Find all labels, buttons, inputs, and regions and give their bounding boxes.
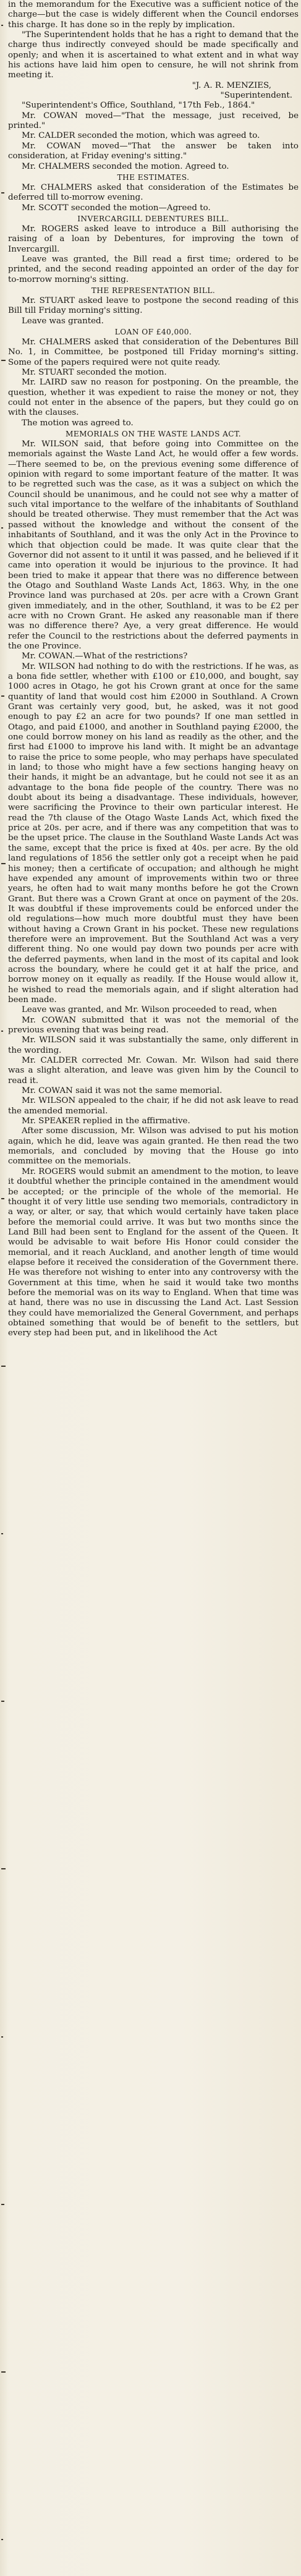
paragraph: Mr. WILSON had nothing to do with the restrictions. If he was, as a bona fide settler, whether with £100 or £10,000, and bought, say 1000 acres in Otago, he got his Crown grant at once for the same quantity of land that would cost him £2000 in Southland. A Crown Grant was certainly very good, but, he asked, was it not good enough to pay £2 an acre for two pounds? If one man settled in Otago, and paid £1000, and another in Southland paying £2000, the one could borrow money on his land as readily as the other, and the first had £1000 to improve his land with. It might be an advantage to raise the price to some people, who may perhaps have speculated in land; to those who might have a few sections hanging heavy on their hands, it might be an advantage, but he could not see it as an advantage to the bona fide people of the country. There was no doubt about its being a disadvantage. These individuals, however, were sacrificing the Province to their own particular interest. He read the 7th clause of the Otago Waste Lands Act, which fixed the price at 20s. per acre, and if there was any competition that was to be the upset price. The clause in the Southland Waste Lands Act was the same, except that the price is fixed at 40s. per acre. By the old land regulations of 1856 the settler only got a receipt when he paid his money; then a certificate of occupation; and although he might have expended any amount of improvements within two or three years, he often had to wait many months before he got the Crown Grant. But there was a Crown Grant at once on payment of the 20s. It was doubtful if these improvements could be enforced under the old regulations—how much more doubtful must they have been without having a Crown Grant in his pocket. These new regulations therefore were an improvement. But the Southland Act was a very different thing. No one would pay down two pounds per acre with the deferred payments, when land in the most of its capital and look across the boundary, where he could get it at half the price, and borrow money on it equally as readily. If the House would allow it, he wished to read the memorials again, and if slight alteration had been made. [8,661,299,1005]
gutter-mark [1,2371,6,2373]
gutter-mark [1,695,4,697]
gutter-mark [1,863,6,864]
section-heading: LOAN OF £40,000. [114,327,192,336]
gutter-mark [1,360,6,361]
paragraph: Mr. COWAN.—What of the restrictions? [22,652,188,661]
paragraph: "The Superintendent holds that he has a right to demand that the charge thus indirectly conveyed should be made specifically and openly; and when it is ascertained to what extent and in what way his actions have laid him open to censure, he will not shrink from meeting it. [8,30,299,80]
gutter-mark [1,192,4,193]
paragraph: Mr. CHALMERS asked that consideration of the Debentures Bill No. 1, in Committee, be postponed till Friday morning's sitting. Some of the papers required were not quite ready. [8,337,299,367]
gutter-mark [1,2036,3,2038]
paragraph: Mr. WILSON said it was substantially the same, only different in the wording. [8,1035,299,1055]
gutter-mark [1,2204,4,2205]
paragraph: Mr. CHALMERS seconded the motion. Agreed to. [22,161,229,171]
paragraph: The motion was agreed to. [22,418,134,428]
paragraph: Leave was granted. [22,316,104,326]
section-heading: THE REPRESENTATION BILL. [91,286,216,295]
gutter-mark [1,1198,4,1199]
gutter-mark [1,2539,3,2540]
article-column [8,0,299,2576]
gutter-mark [1,1701,4,1702]
paragraph: Mr. STUART seconded the motion. [22,368,167,377]
signature-title: "Superintendent. [220,91,292,101]
section-heading: MEMORIALS ON THE WASTE LANDS ACT. [65,430,242,439]
paragraph: Leave was granted, and Mr. Wilson proceeded to read, when [22,1005,278,1015]
signature-place: "Superintendent's Office, Southland, "17th Feb., 1864." [22,101,255,111]
paragraph: Mr. COWAN said it was not the same memorial. [22,1086,223,1096]
gutter-mark [1,1031,3,1032]
paragraph: Mr. SPEAKER replied in the affirmative. [22,1116,190,1126]
paragraph: Mr. STUART asked leave to postpone the second reading of this Bill till Friday morning's sitting. [8,295,299,316]
column-gutter [0,0,8,2576]
paragraph: Mr. ROGERS would submit an amendment to the motion, to leave it doubtful whether the principle contained in the amendment would be accepted; or the principle of the whole of the memorial. He thought it of very little use sending two memorials, contradictory in a way, or alter, or say, that which would certainly have taken place before the memorial could arrive. It was but two months since the Land Bill had been sent to England for the assent of the Queen. It would be advisable to wait before His Honor could consider the memorial, and it reach Auckland, and another length of time would elapse before it received the consideration of the Government there. He was therefore not wishing to enter into any controversy with the Government at this time, when he said it would take two months before the memorial was on its way to England. When that time was at hand, there was no use in discussing the Land Act. Last Session they could have memorialized the General Government, and perhaps obtained something that would be of benefit to the settlers, but every step had been put, and in likelihood the Act [8,1167,299,1338]
gutter-mark [1,1868,6,1869]
paragraph: Mr. SCOTT seconded the motion—Agreed to. [22,203,211,213]
paragraph: Mr. COWAN submitted that it was not the memorial of the previous evening that was being read. [8,1015,299,1035]
paragraph: Mr. CALDER seconded the motion, which was agreed to. [22,131,260,141]
section-heading: INVERCARGILL DEBENTURES BILL. [77,214,229,223]
paragraph: After some discussion, Mr. Wilson was advised to put his motion again, which he did, leave was again granted. He then read the two memorials, and concluded by moving that the House go into committee on the memorials. [8,1126,299,1167]
paragraph: Leave was granted, the Bill read a first time; ordered to be printed, and the second reading appointed an order of the day for to-morrow morning's sitting. [8,254,299,284]
gutter-mark [1,1533,3,1534]
paragraph: Mr. COWAN moved—"That the answer be taken into consideration, at Friday evening's sitting." [8,141,299,161]
paragraph: in the memorandum for the Executive was a sufficient notice of the charge—but the case is widely different when the Council endorses this charge. It has done so in the reply by implication. [8,0,299,30]
paragraph: Mr. WILSON appealed to the chair, if he did not ask leave to read the amended memorial. [8,1096,299,1116]
paragraph: Mr. ROGERS asked leave to introduce a Bill authorising the raising of a loan by Debentures, for improving the town of Invercargill. [8,224,299,254]
paragraph: Mr. COWAN moved—"That the message, just received, be printed." [8,111,299,131]
gutter-mark [1,1366,6,1367]
paragraph: Mr. CHALMERS asked that consideration of the Estimates be deferred till to-morrow evening. [8,182,299,203]
gutter-mark [1,527,3,529]
gutter-mark [1,25,3,26]
paragraph: Mr. LAIRD saw no reason for postponing. On the preamble, the question, whether it was expedient to raise the money or not, they could not enter in the absence of the papers, but they could go on with the clauses. [8,378,299,418]
paragraph: Mr. WILSON said, that before going into Committee on the memorials against the Waste Land Act, he would offer a few words.—There seemed to be, on the previous evening some difference of opinion with regard to some important feature of the matter. It was to be regretted such was the case, as it was a subject on which the Council should be unanimous, and he could not see why a matter of such vital importance to the welfare of the inhabitants of Southland should be treated otherwise. They must remember that the Act was passed without the knowledge and without the consent of the inhabitants of Southland, and it was the only Act in the Province to which that objection could be made. It was quite clear that the Governor did not assent to it until it was passed, and he believed if it came into operation it would be injurious to the province. It had been tried to make it appear that there was no difference between the Otago and Southland Waste Lands Act, 1863. Why, in the one Province land was purchased at 20s. per acre with a Crown Grant given immediately, and in the other, Southland, it was to be £2 per acre with no Crown Grant. He asked any reasonable man if there was no difference there? Aye, a very great difference. He would refer the Council to the restrictions about the deferred payments in the one Province. [8,440,299,651]
signature-name: "J. A. R. MENZIES, [192,80,271,90]
paragraph: Mr. CALDER corrected Mr. Cowan. Mr. Wilson had said there was a slight alteration, and leave was given him by the Council to read it. [8,1056,299,1086]
section-heading: THE ESTIMATES. [117,172,190,182]
